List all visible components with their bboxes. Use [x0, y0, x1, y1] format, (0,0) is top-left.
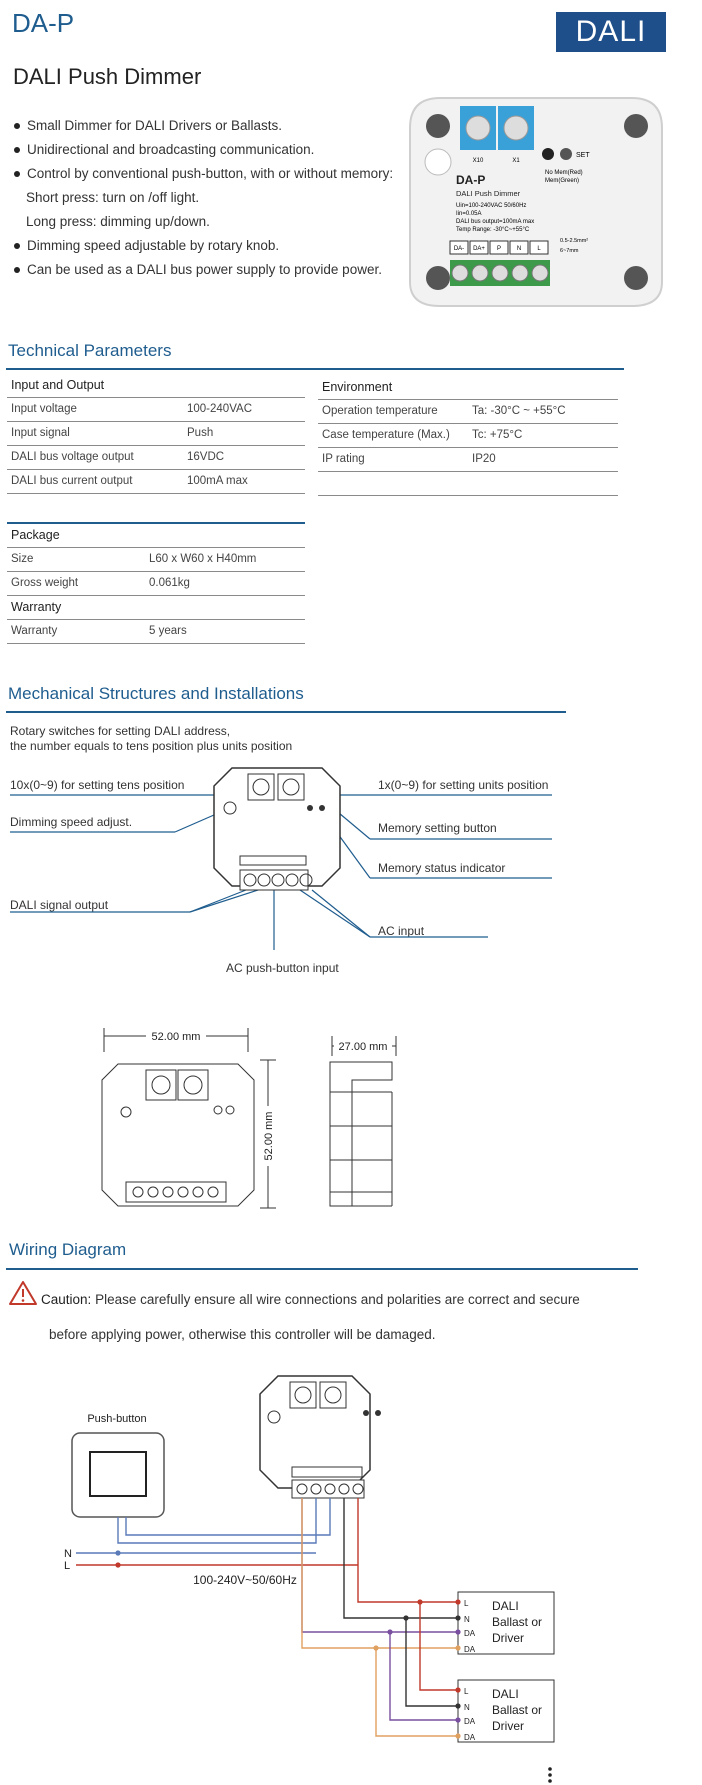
- table-row: [318, 471, 618, 495]
- svg-text:Driver: Driver: [492, 1719, 524, 1733]
- line-label: L: [64, 1560, 71, 1572]
- mechanical-diagram: [0, 740, 702, 970]
- list-item: Long press: dimming up/down.: [26, 214, 210, 229]
- speed-callout: Dimming speed adjust.: [10, 815, 133, 829]
- table-row: DALI bus voltage output 16VDC: [7, 445, 305, 469]
- table-heading: Warranty: [7, 595, 305, 619]
- wire-size-label: 0.5-2.5mm²: [560, 238, 589, 244]
- list-item: Unidirectional and broadcasting communication.: [14, 138, 393, 162]
- ac-input-callout: AC input: [378, 924, 425, 938]
- svg-text:Driver: Driver: [492, 1631, 524, 1645]
- divider: [6, 368, 624, 370]
- set-label: SET: [576, 152, 590, 159]
- svg-text:DA: DA: [464, 1645, 476, 1654]
- driver-box-2: [458, 1680, 554, 1742]
- warning-icon: [8, 1280, 38, 1306]
- device-model: DA-P: [456, 173, 486, 187]
- svg-text:DA: DA: [464, 1629, 476, 1638]
- list-item: Dimming speed adjustable by rotary knob.: [14, 234, 393, 258]
- svg-text:N: N: [464, 1615, 470, 1624]
- svg-text:DALI: DALI: [492, 1687, 519, 1701]
- bullet-icon: [14, 267, 20, 273]
- bullet-icon: [14, 147, 20, 153]
- svg-text:Ballast or: Ballast or: [492, 1615, 543, 1629]
- speed-knob-icon[interactable]: [425, 149, 451, 175]
- device-spec-2: Iin=0.05A: [456, 211, 482, 217]
- divider: [6, 711, 566, 713]
- table-row: DALI bus current output 100mA max: [7, 469, 305, 493]
- input-output-table: [7, 373, 305, 494]
- caution-line-2: before applying power, otherwise this controller will be damaged.: [49, 1327, 436, 1342]
- list-item: Short press: turn on /off light.: [26, 190, 200, 205]
- more-icon[interactable]: [546, 1766, 554, 1784]
- product-photo: [400, 92, 672, 314]
- svg-text:P: P: [496, 246, 502, 252]
- caution-line-1: Caution: Please carefully ensure all wire connections and polarities are correct and secure: [41, 1292, 580, 1307]
- svg-text:L: L: [464, 1687, 469, 1696]
- wiring-title: Wiring Diagram: [9, 1240, 127, 1259]
- svg-text:Ballast or: Ballast or: [492, 1703, 543, 1717]
- svg-text:DALI: DALI: [492, 1599, 519, 1613]
- table-row: Input voltage 100-240VAC: [7, 397, 305, 421]
- bullet-icon: [14, 171, 20, 177]
- dimension-drawing: [90, 1022, 410, 1218]
- memory-status-callout: Memory status indicator: [378, 861, 506, 875]
- width-dimension: 52.00 mm: [151, 1031, 201, 1043]
- table-row: Gross weight 0.061kg: [7, 571, 305, 595]
- mech-title: Mechanical Structures and Installations: [8, 684, 304, 703]
- device-spec-1: Uin=100-240VAC 50/60Hz: [456, 203, 527, 209]
- switch-tens-label: X10: [472, 158, 484, 164]
- model-code: DA-P: [12, 8, 75, 38]
- set-button[interactable]: [560, 148, 572, 160]
- units-callout: 1x(0~9) for setting units position: [378, 778, 549, 792]
- bullet-icon: [14, 243, 20, 249]
- driver-box-1: [458, 1592, 554, 1654]
- pushbutton-label: Push-button: [87, 1413, 147, 1425]
- product-name: DALI Push Dimmer: [13, 64, 202, 89]
- wiring-diagram: [0, 1370, 702, 1760]
- svg-text:L: L: [537, 246, 541, 252]
- svg-text:DA: DA: [464, 1717, 476, 1726]
- mem-label-2: Mem(Green): [545, 178, 580, 184]
- svg-text:N: N: [464, 1703, 470, 1712]
- device-spec-4: Temp Range: -30°C~+55°C: [456, 227, 530, 233]
- table-row: Operation temperature Ta: -30°C ~ +55°C: [318, 399, 618, 423]
- table-row: IP rating IP20: [318, 447, 618, 471]
- table-row: Case temperature (Max.) Tc: +75°C: [318, 423, 618, 447]
- list-item: Control by conventional push-button, with or without memory:: [14, 162, 393, 186]
- table-row: Size L60 x W60 x H40mm: [7, 547, 305, 571]
- table-heading: Package: [7, 523, 305, 547]
- depth-dimension: 27.00 mm: [338, 1041, 388, 1053]
- height-dimension: 52.00 mm: [263, 1111, 275, 1161]
- svg-text:L: L: [464, 1599, 469, 1608]
- device-name: DALI Push Dimmer: [456, 189, 521, 198]
- svg-text:DA: DA: [464, 1733, 476, 1742]
- device-outline-icon: [214, 768, 340, 890]
- mem-label-1: No Mem(Red): [545, 170, 583, 176]
- package-table: [7, 522, 305, 644]
- device-spec-3: DALI bus output=100mA max: [456, 219, 535, 225]
- environment-table: [318, 375, 618, 496]
- memory-led-icon: [542, 148, 554, 160]
- table-row: Input signal Push: [7, 421, 305, 445]
- divider: [6, 1268, 638, 1270]
- table-row: Warranty 5 years: [7, 619, 305, 643]
- list-item: Can be used as a DALI bus power supply to provide power.: [14, 258, 393, 282]
- mains-label: 100-240V~50/60Hz: [193, 1573, 297, 1587]
- tech-title: Technical Parameters: [8, 341, 172, 360]
- table-heading: Environment: [318, 375, 618, 399]
- tens-callout: 10x(0~9) for setting tens position: [10, 778, 185, 792]
- dali-logo: DALI: [556, 12, 666, 52]
- neutral-label: N: [64, 1548, 72, 1560]
- svg-text:N: N: [516, 246, 522, 252]
- feature-list: [14, 114, 393, 282]
- memory-set-callout: Memory setting button: [378, 821, 497, 835]
- svg-text:DA+: DA+: [473, 246, 485, 252]
- strip-length-label: 6~7mm: [560, 248, 579, 254]
- list-item: Small Dimmer for DALI Drivers or Ballasts.: [14, 114, 393, 138]
- svg-text:DA-: DA-: [453, 246, 465, 252]
- terminal-labels: [450, 241, 548, 254]
- dali-output-callout: DALI signal output: [10, 898, 109, 912]
- address-note: Rotary switches for setting DALI address, the number equals to tens position plus units position: [10, 724, 293, 753]
- table-heading: Input and Output: [7, 373, 305, 397]
- push-input-callout: AC push-button input: [226, 961, 339, 975]
- bullet-icon: [14, 123, 20, 129]
- switch-units-label: X1: [512, 158, 520, 164]
